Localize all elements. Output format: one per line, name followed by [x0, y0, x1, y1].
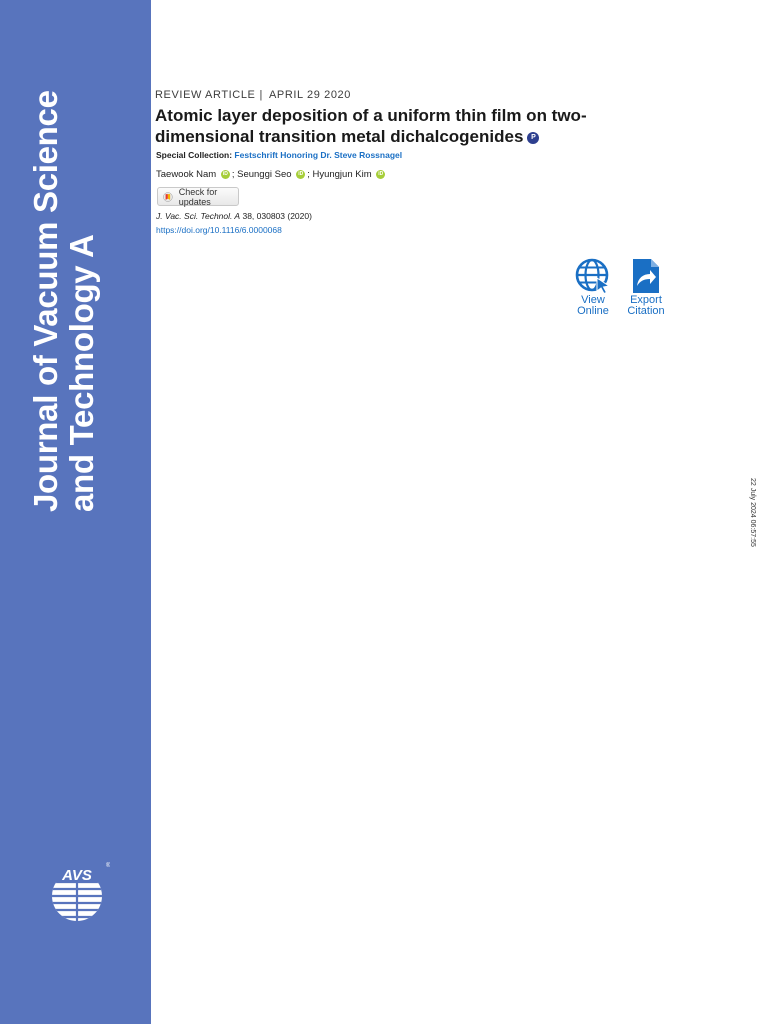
- article-type-separator: |: [259, 89, 263, 101]
- citation-journal: J. Vac. Sci. Technol. A: [156, 211, 241, 221]
- journal-sidebar: [0, 0, 151, 1024]
- journal-title-line-1: Journal of Vacuum Science: [27, 90, 64, 512]
- journal-title-line-2: and Technology A: [63, 234, 100, 512]
- view-online-label-line-1: View: [581, 294, 605, 306]
- special-collection-link[interactable]: Festschrift Honoring Dr. Steve Rossnagel: [234, 150, 403, 160]
- export-citation-label-line-1: Export: [630, 294, 662, 306]
- author-name[interactable]: Taewook Nam: [156, 169, 217, 180]
- view-online-label-line-2: Online: [577, 305, 609, 317]
- article-date: APRIL 29 2020: [268, 89, 351, 101]
- public-access-badge-icon: P: [527, 132, 539, 144]
- doi-link[interactable]: https://doi.org/10.1116/6.0000068: [156, 225, 282, 235]
- download-timestamp: 22 July 2024 06:57:55: [749, 478, 756, 547]
- avs-logo-icon: [44, 858, 110, 926]
- export-citation-label-line-2: Citation: [627, 305, 665, 317]
- export-citation-icon: [628, 258, 664, 294]
- export-citation-button[interactable]: [621, 258, 671, 317]
- author-name[interactable]: Seunggi Seo: [237, 169, 292, 180]
- orcid-icon[interactable]: iD: [222, 170, 228, 177]
- article-type-label: REVIEW ARTICLE: [155, 89, 256, 101]
- orcid-icon[interactable]: iD: [298, 170, 304, 177]
- svg-text:®: ®: [106, 863, 110, 869]
- check-for-updates-button[interactable]: [157, 187, 239, 206]
- citation-details: 38, 030803 (2020): [240, 211, 312, 221]
- special-collection-label: Special Collection:: [156, 150, 233, 160]
- svg-text:AVS: AVS: [62, 867, 92, 884]
- article-type: [155, 89, 351, 101]
- check-updates-icon: [163, 191, 173, 203]
- author-list: [156, 169, 387, 180]
- orcid-icon[interactable]: iD: [378, 170, 384, 177]
- article-title: [155, 105, 645, 147]
- check-for-updates-label: Check for updates: [178, 186, 218, 207]
- globe-icon: [575, 258, 611, 294]
- author-separator: ;: [231, 169, 235, 180]
- citation: [156, 211, 312, 221]
- view-online-button[interactable]: [568, 258, 618, 317]
- journal-title: [28, 52, 112, 512]
- author-name[interactable]: Hyungjun Kim: [312, 169, 372, 180]
- special-collection: [156, 150, 402, 160]
- author-separator: ;: [307, 169, 310, 180]
- article-title-text: Atomic layer deposition of a uniform thin film on two-dimensional transition metal dichalcogenides: [155, 106, 587, 146]
